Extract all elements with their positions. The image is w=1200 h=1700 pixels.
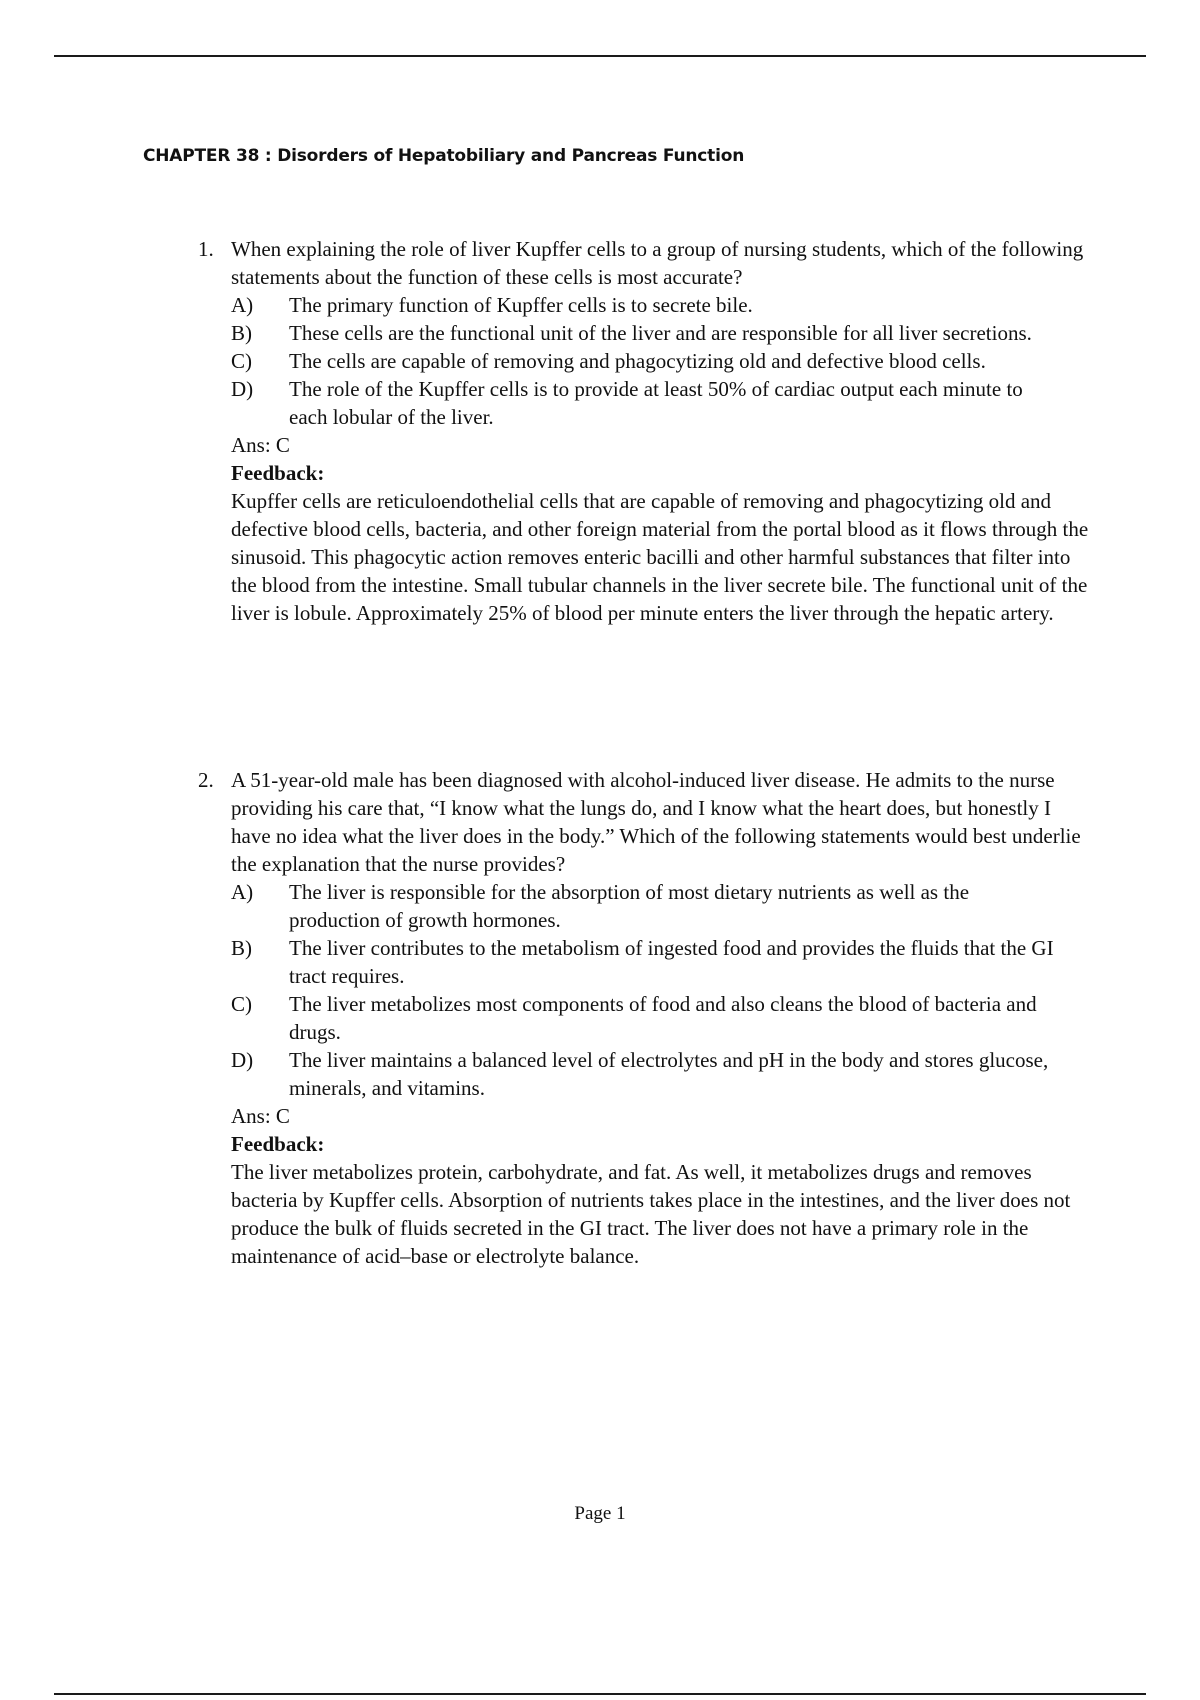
question-number: 2. [198,768,214,792]
question-number: 1. [198,237,214,261]
feedback-heading: Feedback: [231,461,325,485]
option-letter: D) [231,1048,254,1072]
option-text: The liver metabolizes most components of food and also cleans the blood of bacteria and drugs. [289,992,1037,1044]
option-d [231,1046,1090,1102]
option-letter: C) [231,349,252,373]
option-b [231,934,1090,990]
option-letter: D) [231,377,254,401]
chapter-title: CHAPTER 38 : Disorders of Hepatobiliary and Pancreas Function [143,146,745,166]
answer-options [231,291,1090,431]
question-stem: When explaining the role of liver Kupffer cells to a group of nursing students, which of the following statements about the function of these cells is most accurate? [231,237,1084,289]
option-text: The liver maintains a balanced level of electrolytes and pH in the body and stores glucose, minerals, and vitamins. [289,1048,1049,1100]
feedback-heading: Feedback: [231,1132,325,1156]
option-text: The primary function of Kupffer cells is to secrete bile. [289,293,753,317]
option-c [231,990,1090,1046]
option-letter: B) [231,936,252,960]
question-stem: A 51-year-old male has been diagnosed with alcohol-induced liver disease. He admits to the nurse providing his care that, “I know what the lungs do, and I know what the heart does, but honestly I have no idea what the liver does in the body.” Which of the following statements would best underlie the explanation that the nurse provides? [231,768,1081,876]
option-letter: C) [231,992,252,1016]
option-b [231,319,1090,347]
option-letter: A) [231,293,254,317]
bottom-rule [54,1693,1146,1695]
feedback-text: Kupffer cells are reticuloendothelial cells that are capable of removing and phagocytizing old and defective blood cells, bacteria, and other foreign material from the portal blood as it flows through the sinusoid. This phagocytic action removes enteric bacilli and other harmful substances that filter into the blood from the intestine. Small tubular channels in the liver secrete bile. The functional unit of the liver is lobule. Approximately 25% of blood per minute enters the liver through the hepatic artery. [231,489,1089,625]
option-text: The cells are capable of removing and phagocytizing old and defective blood cells. [289,349,986,373]
answer-options [231,878,1090,1102]
question-body [231,235,1090,627]
feedback-text: The liver metabolizes protein, carbohydrate, and fat. As well, it metabolizes drugs and removes bacteria by Kupffer cells. Absorption of nutrients takes place in the intestines, and the liver does not produce the bulk of fluids secreted in the GI tract. The liver does not have a primary role in the maintenance of acid–base or electrolyte balance. [231,1160,1071,1268]
option-d [231,375,1090,431]
option-c [231,347,1090,375]
option-text: The liver contributes to the metabolism of ingested food and provides the fluids that the GI tract requires. [289,936,1054,988]
page-number: Page 1 [574,1503,626,1524]
option-letter: A) [231,880,254,904]
answer-key: Ans: C [231,433,290,457]
question-body [231,766,1090,1270]
answer-key: Ans: C [231,1104,290,1128]
option-a [231,291,1090,319]
option-letter: B) [231,321,252,345]
option-a [231,878,1090,934]
question-2 [198,766,1090,1270]
question-1 [198,235,1090,627]
option-text: These cells are the functional unit of the liver and are responsible for all liver secretions. [289,321,1032,345]
option-text: The role of the Kupffer cells is to provide at least 50% of cardiac output each minute to each lobular of the liver. [289,377,1023,429]
top-rule [54,55,1146,57]
option-text: The liver is responsible for the absorption of most dietary nutrients as well as the production of growth hormones. [289,880,970,932]
